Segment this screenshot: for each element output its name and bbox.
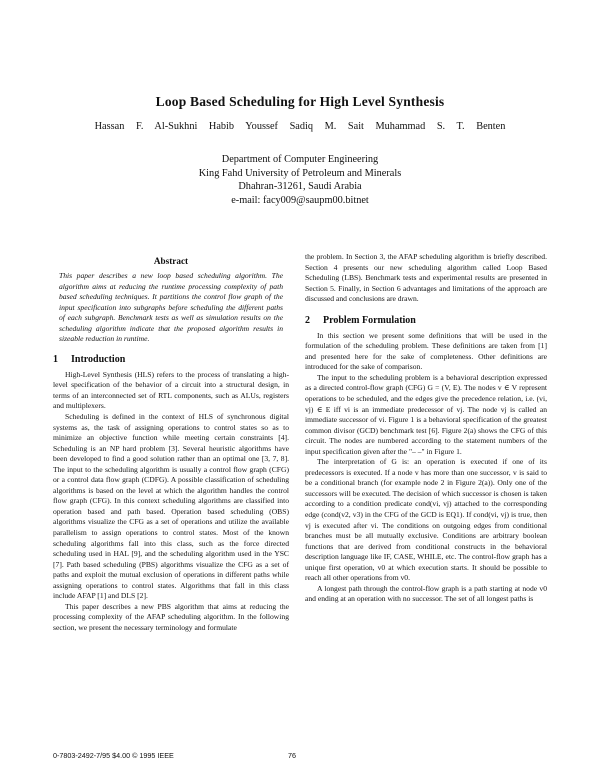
- section-2-heading: [305, 314, 547, 327]
- page-number: 76: [288, 751, 296, 760]
- author-3: Sadiq M. Sait: [289, 121, 364, 132]
- problem-paragraph-2: The input to the scheduling problem is a behavioral description expressed as a directed control-flow graph (CFG) G = (V, E). The nodes v ∈ V represent operations to be scheduled, and the edges give the precedence relation, i.e. (vi, vj) ∈ E iff vi is an immediate predecessor of vj. The node vj is called an immediate successor of vi. Figure 1 is a behavioral specification of the greatest common divisor (GCD) benchmark test [6]. Figure 2(a) shows the CFG of this circuit. The nodes are numbered according to the statement numbers of the input specification given after the "– –" in Figure 1.: [305, 372, 547, 456]
- author-2: Habib Youssef: [208, 121, 278, 132]
- abstract-text: This paper describes a new loop based scheduling algorithm. The algorithm aims at reducing the runtime processing complexity of path based scheduling techniques. It partitions the control flow graph of the input specification into subgraphs before scheduling the different paths of each subgraph. Benchmark tests as well as simulation results on the scheduling algorithm indicate that the proposed algorithm results in sizeable reduction in runtime.: [59, 271, 283, 344]
- section-1-heading: [53, 353, 289, 366]
- problem-paragraph-1: In this section we present some definitions that will be used in the formulation of the scheduling problem. These definitions are taken from [1] and presented here for the sake of completeness. Other definitions are introduced for the sake of comparison.: [305, 330, 547, 372]
- author-4: Muhammad S. T. Benten: [375, 121, 506, 132]
- section-2-title: Problem Formulation: [323, 314, 416, 326]
- problem-paragraph-3: The interpretation of G is: an operation is executed if one of its predecessors is executed. If a node v has more than one successor, v is said to be a conditional branch (for example node 2 in Figure 2(a)). Only one of the successors will be executed. The decision of which successor is chosen is taken according to a condition predicate cond(vi, vj) attached to the corresponding edge (cond(v2, v3) in the CFG of the GCD is EQ1). If cond(vi, vj) is true, then vj is executed after vi. The conditions on outgoing edges from conditional branches must be all mutually exclusive. Conditions are arbitrary boolean functions that are derived from conditional constructs in the behavioral description language like IF, CASE, WHILE, etc. The control-flow graph has a unique first operation, v0 at which execution starts. It should be possible to reach all other operations from v0.: [305, 457, 547, 583]
- copyright-footer: 0-7803-2492-7/95 $4.00 © 1995 IEEE: [53, 751, 174, 760]
- affiliation-email: e-mail: facy009@saupm00.bitnet: [231, 194, 369, 206]
- section-1-title: Introduction: [71, 353, 126, 365]
- left-column: [53, 252, 289, 634]
- author-list: [0, 121, 600, 132]
- intro-paragraph-3: This paper describes a new PBS algorithm that aims at reducing the processing complexity of the AFAP scheduling algorithm. In the following section, we present the necessary terminology and formulate: [53, 601, 289, 632]
- author-1: Hassan F. Al-Sukhni: [94, 121, 198, 132]
- section-2-number: 2: [305, 314, 310, 326]
- affiliation: [0, 153, 600, 207]
- affiliation-dept: Department of Computer Engineering: [221, 154, 379, 165]
- problem-paragraph-4: A longest path through the control-flow graph is a path starting at node v0 and ending at an operation with no successor. The set of all longest paths is: [305, 583, 547, 604]
- abstract-heading: Abstract: [153, 256, 189, 266]
- intro-paragraph-2: Scheduling is defined in the context of HLS of synchronous digital systems as, the task of assigning operations to control states so as to minimize an objective function while meeting certain constraints [4]. Scheduling is an NP hard problem [3]. Several heuristic algorithms have been developed to find a good solution rather than an optimal one [3, 7, 8]. The input to the scheduling algorithm is usually a control flow graph (CFG) or a control data flow graph (CDFG). A possible classification of scheduling algorithms is based on the level at which the algorithm handles the control flow graph (CFG). In this context scheduling algorithms are classified into operation based and path based. Operation based scheduling (OBS) algorithms visualize the CFG as a set of operations and utilize the available parallelism to assign operations to control states. Most of the known scheduling algorithms fall into this class, such as the force directed scheduling used in HAL [9], and the scheduling algorithm used in the YSC [7]. Path based scheduling (PBS) algorithms visualize the CFG as a set of paths and exploit the mutual exclusion of operations in different paths while assigning operations to control states. Algorithms that fall in this class include AFAP [1] and DLS [2].: [53, 412, 289, 601]
- affiliation-university: King Fahd University of Petroleum and Minerals: [198, 167, 402, 179]
- right-column: [305, 252, 547, 605]
- paper-title: Loop Based Scheduling for High Level Synthesis: [155, 94, 445, 109]
- affiliation-city: Dhahran-31261, Saudi Arabia: [238, 181, 362, 192]
- intro-continuation: the problem. In Section 3, the AFAP scheduling algorithm is briefly described. Section 4 presents our new scheduling algorithm called Loop Based Scheduling (LBS). Benchmark tests and experimental results are presented in Section 5. Finally, in Section 6 advantages and limitations of the approach are discussed and conclusions are drawn.: [305, 252, 547, 304]
- intro-paragraph-1: High-Level Synthesis (HLS) refers to the process of translating a high-level specification of the behavior of a circuit into a structural design, in terms of an interconnected set of RTL components, such as ALUs, registers and multiplexers.: [53, 369, 289, 411]
- section-1-number: 1: [53, 353, 58, 365]
